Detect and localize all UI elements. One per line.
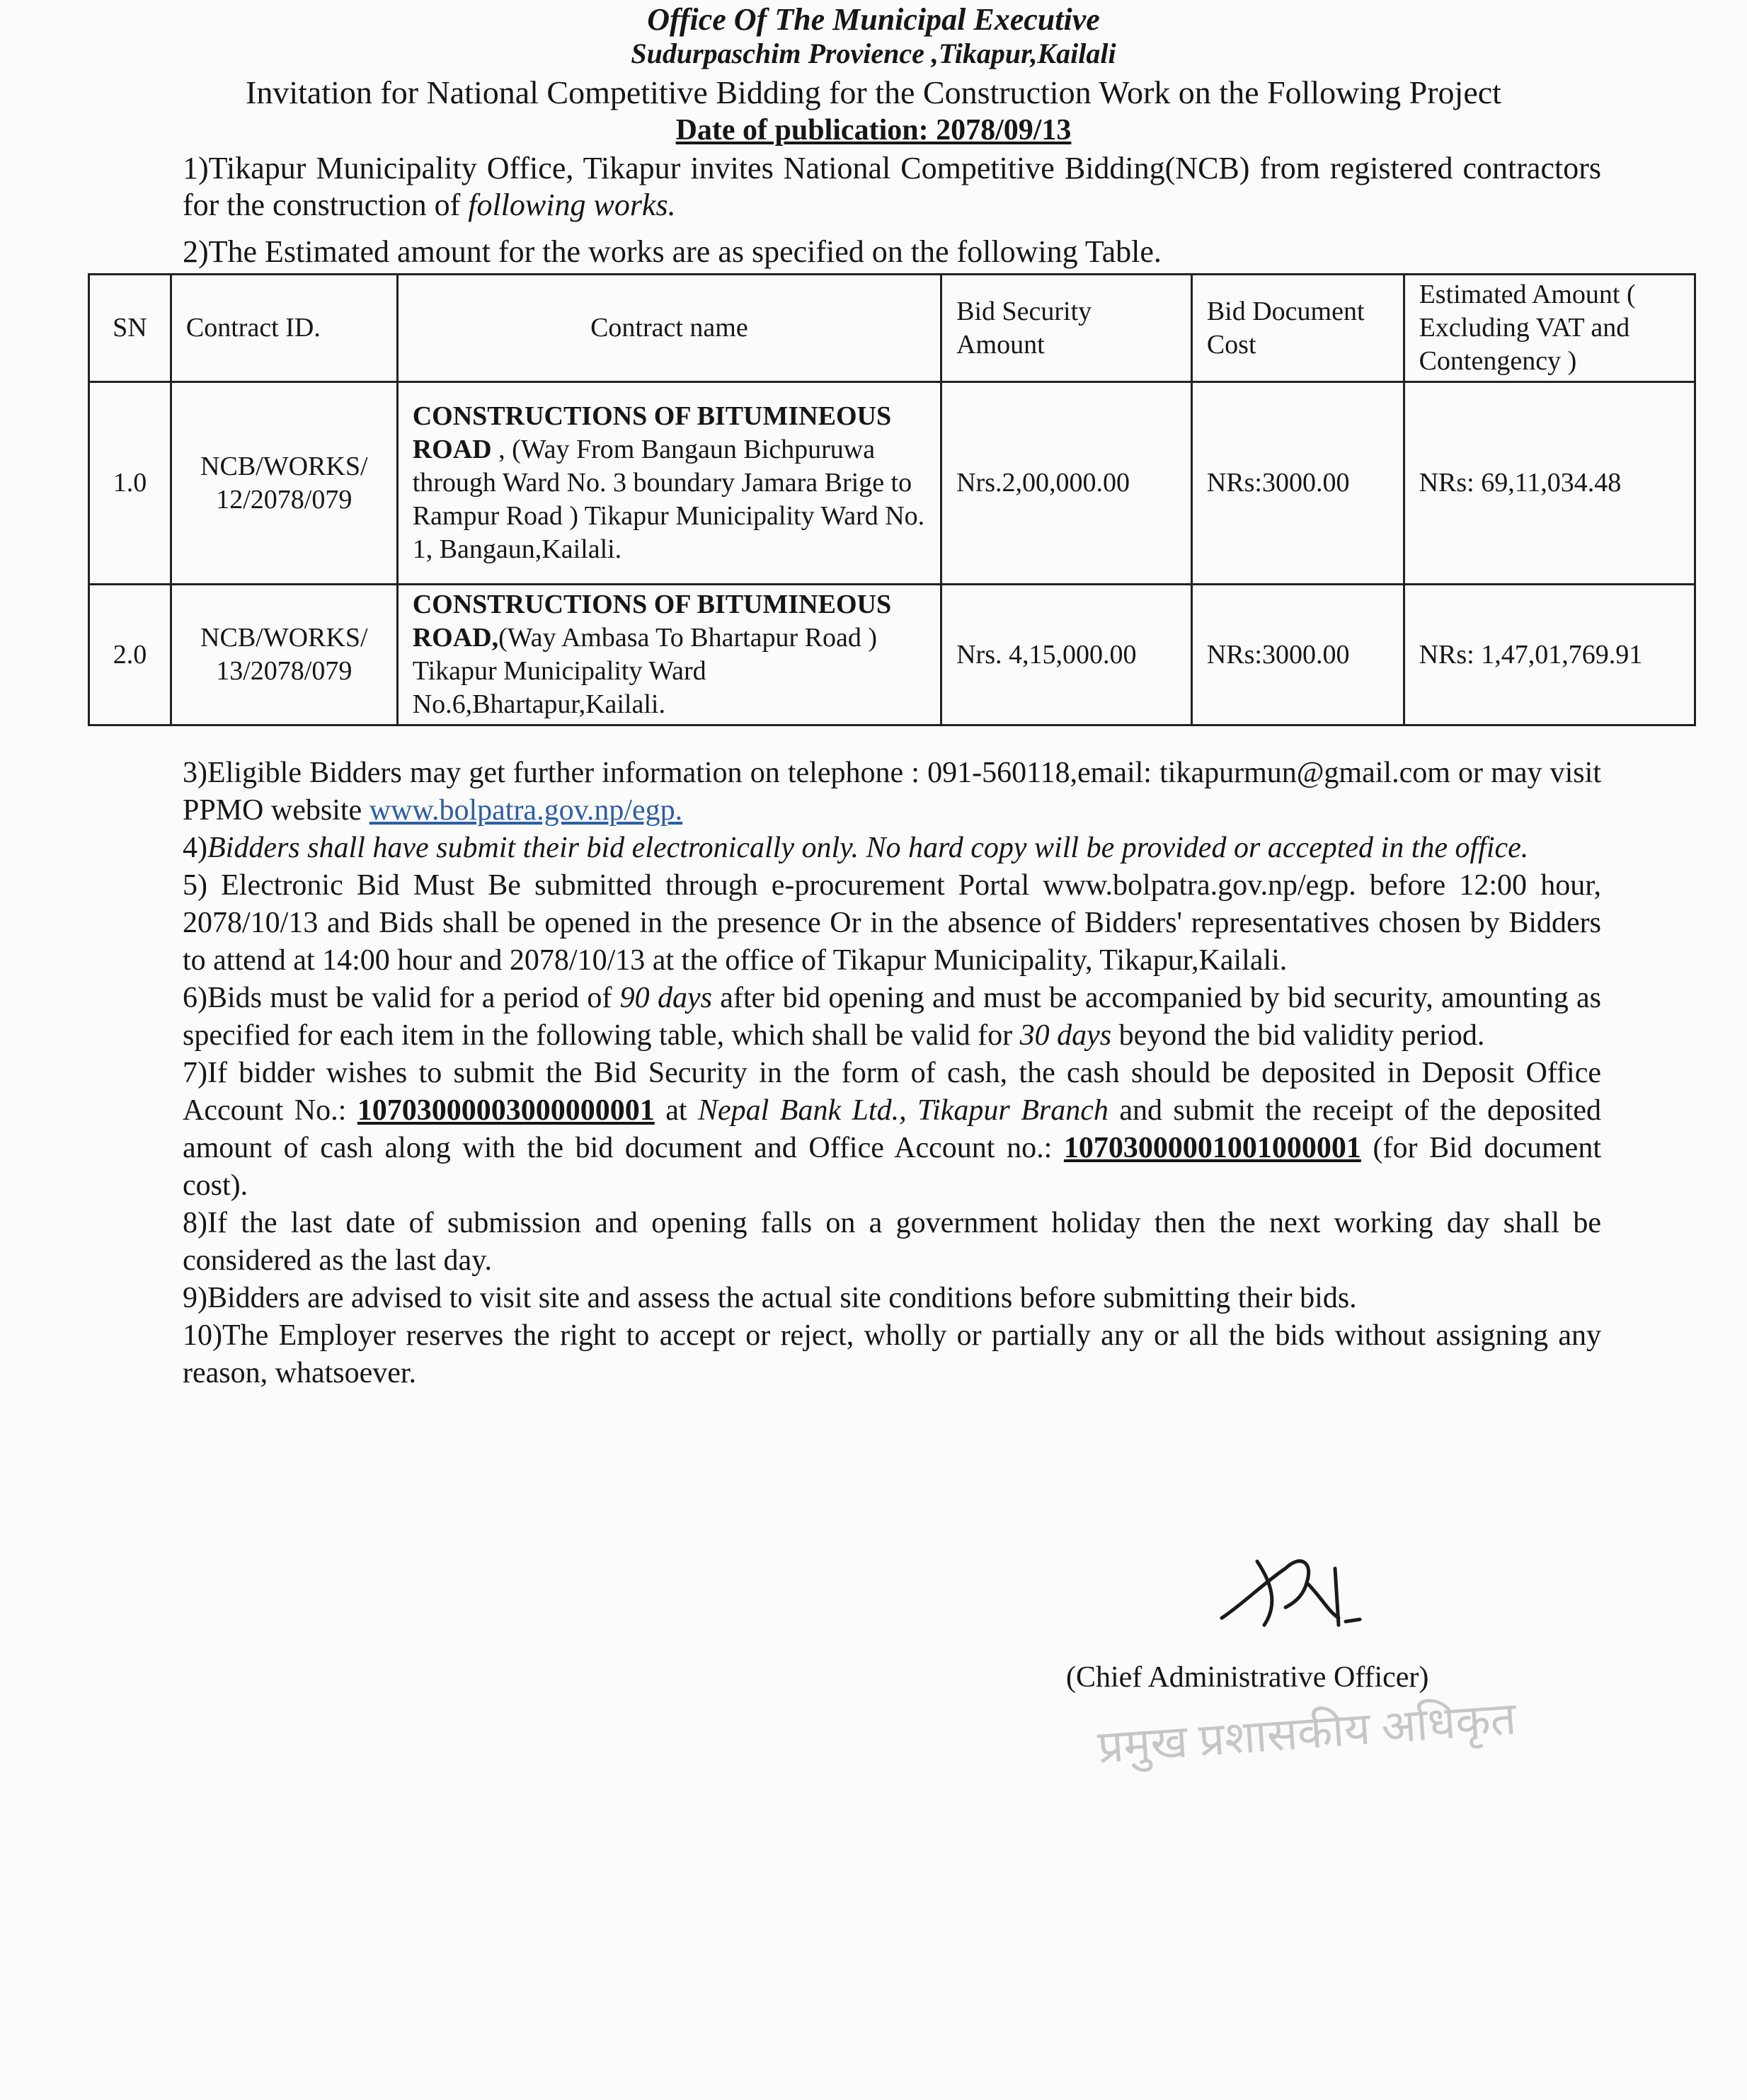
intro-paragraph-1 bbox=[183, 150, 1601, 224]
table-row bbox=[89, 585, 1695, 725]
clause-6-text-c: beyond the bid validity period. bbox=[1111, 1019, 1485, 1052]
publication-date: Date of publication: 2078/09/13 bbox=[675, 114, 1072, 147]
clause-6-days-1: 90 days bbox=[619, 982, 712, 1014]
row-contract-id: NCB/WORKS/ 13/2078/079 bbox=[171, 585, 397, 725]
intro-number: 1) bbox=[183, 151, 209, 185]
header-contract-name: Contract name bbox=[397, 275, 941, 382]
clause-10: 10)The Employer reserves the right to accept or reject, wholly or partially any or all the bids without assigning any reason, whatsoever. bbox=[183, 1319, 1601, 1389]
row-document-cost: NRs:3000.00 bbox=[1191, 585, 1404, 725]
row-contract-id: NCB/WORKS/ 12/2078/079 bbox=[171, 382, 397, 585]
header-contract-id: Contract ID. bbox=[171, 275, 397, 382]
table-row bbox=[89, 382, 1695, 585]
clause-8: 8)If the last date of submission and opening falls on a government holiday then the next working day shall be considered as the last day. bbox=[183, 1207, 1601, 1277]
row-bid-security: Nrs.2,00,000.00 bbox=[941, 382, 1192, 585]
clause-6-text-a: 6)Bids must be valid for a period of bbox=[183, 982, 620, 1014]
header-estimated-amount: Estimated Amount ( Excluding VAT and Contengency ) bbox=[1404, 275, 1695, 382]
row-sn: 1.0 bbox=[89, 382, 171, 585]
clause-4-text: Bidders shall have submit their bid electronically only. No hard copy will be provided or accepted in the office. bbox=[207, 832, 1529, 864]
row-estimated-amount: NRs: 69,11,034.48 bbox=[1404, 382, 1695, 585]
office-subtitle: Sudurpaschim Provience ,Tikapur,Kailali bbox=[631, 38, 1116, 69]
contract-name-bold: CONSTRUCTIONS OF BITUMINEOUS ROAD bbox=[412, 401, 892, 464]
table-header-row bbox=[89, 275, 1695, 382]
bank-name: Nepal Bank Ltd., Tikapur Branch bbox=[698, 1094, 1109, 1127]
intro-paragraph-2: 2)The Estimated amount for the works are as specified on the following Table. bbox=[183, 234, 1162, 269]
intro-text: Tikapur Municipality Office, Tikapur invites National Competitive Bidding(NCB) from registered contractors for the construction of bbox=[183, 151, 1601, 222]
row-bid-security: Nrs. 4,15,000.00 bbox=[941, 585, 1192, 725]
clause-3-text: 3)Eligible Bidders may get further information on telephone : 091-560118,email: tikapurmun@gmail.com or may visit PPMO website bbox=[183, 757, 1601, 827]
ppmo-website-link[interactable]: www.bolpatra.gov.np/egp. bbox=[369, 794, 683, 827]
contract-name-detail: , (Way From Bangaun Bichpuruwa through Ward No. 3 boundary Jamara Brige to Rampur Road ) Tikapur Municipality Ward No. 1, Bangaun,Kailali. bbox=[412, 435, 925, 564]
header-bid-security: Bid Security Amount bbox=[941, 275, 1192, 382]
clause-7-text-c: and submit the receipt of the deposited amount of cash along with the bid document and Office Account no.: bbox=[183, 1094, 1601, 1164]
clause-5: 5) Electronic Bid Must Be submitted through e-procurement Portal www.bolpatra.gov.np/egp. before 12:00 hour, 2078/10/13 and Bids shall be opened in the presence Or in the absence of Bidders' representatives chosen by Bidders to attend at 14:00 hour and 2078/10/13 at the office of Tikapur Municipality, Tikapur,Kailali. bbox=[183, 869, 1601, 977]
office-title: Office Of The Municipal Executive bbox=[647, 2, 1100, 37]
clause-6 bbox=[183, 980, 1601, 1055]
deposit-account-number: 10703000003000000001 bbox=[357, 1094, 655, 1127]
clause-4-number: 4) bbox=[183, 832, 207, 864]
bid-table bbox=[88, 273, 1696, 726]
clause-3 bbox=[183, 754, 1601, 830]
invitation-heading: Invitation for National Competitive Bidding for the Construction Work on the Following Project bbox=[246, 74, 1501, 110]
header-document-cost: Bid Document Cost bbox=[1191, 275, 1404, 382]
header-sn: SN bbox=[89, 275, 171, 382]
row-contract-name bbox=[397, 382, 941, 585]
officer-signature bbox=[1215, 1540, 1370, 1646]
contract-name-detail: (Way Ambasa To Bhartapur Road ) Tikapur Municipality Ward No.6,Bhartapur,Kailali. bbox=[412, 623, 878, 719]
clause-7-text-b: at bbox=[654, 1094, 698, 1127]
contract-name-bold: CONSTRUCTIONS OF BITUMINEOUS ROAD, bbox=[412, 590, 892, 653]
row-estimated-amount: NRs: 1,47,01,769.91 bbox=[1404, 585, 1695, 725]
officer-stamp: प्रमुख प्रशासकीय अधिकृत bbox=[1096, 1693, 1518, 1773]
clause-7-text-d: (for Bid document cost). bbox=[183, 1132, 1601, 1202]
clause-7 bbox=[183, 1055, 1601, 1205]
clause-6-text-b: after bid opening and must be accompanied by bid security, amounting as specified for each item in the following table, which shall be valid for bbox=[183, 982, 1601, 1052]
row-sn: 2.0 bbox=[89, 585, 171, 725]
office-account-number: 10703000001001000001 bbox=[1063, 1132, 1361, 1164]
intro-italic: following works. bbox=[468, 188, 676, 222]
officer-title: (Chief Administrative Officer) bbox=[1066, 1661, 1429, 1694]
clause-7-text-a: 7)If bidder wishes to submit the Bid Security in the form of cash, the cash should be deposited in Deposit Office Account No.: bbox=[183, 1057, 1601, 1127]
clauses bbox=[183, 754, 1601, 1392]
clause-9: 9)Bidders are advised to visit site and assess the actual site conditions before submitting their bids. bbox=[183, 1282, 1357, 1314]
row-document-cost: NRs:3000.00 bbox=[1191, 382, 1404, 585]
row-contract-name bbox=[397, 585, 941, 725]
clause-4 bbox=[183, 830, 1601, 867]
clause-6-days-2: 30 days bbox=[1019, 1019, 1112, 1052]
